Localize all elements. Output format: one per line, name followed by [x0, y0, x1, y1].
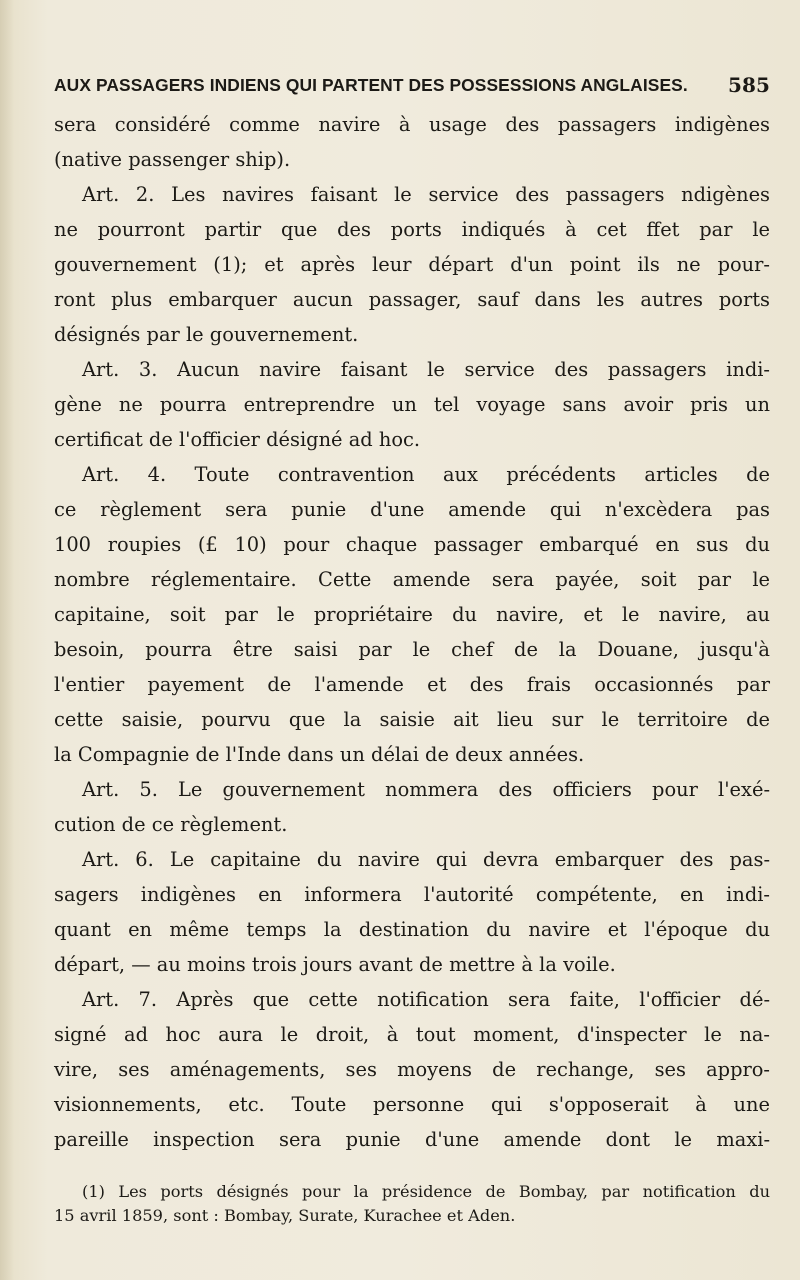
text-line: désignés par le gouvernement. [54, 323, 359, 346]
text-line: vire, ses aménagements, ses moyens de rechange, ses appro- [54, 1058, 770, 1081]
footnote [54, 1180, 770, 1228]
text-line: certificat de l'officier désigné ad hoc. [54, 428, 421, 451]
text-line: capitaine, soit par le propriétaire du navire, et le navire, au [54, 603, 770, 626]
text-line: ront plus embarquer aucun passager, sauf dans les autres ports [54, 288, 770, 311]
page-gutter-shadow [0, 0, 14, 1280]
text-line: nombre réglementaire. Cette amende sera payée, soit par le [54, 568, 770, 591]
text-line: cution de ce règlement. [54, 813, 288, 836]
text-line: gouvernement (1); et après leur départ d'un point ils ne pour- [54, 253, 770, 276]
text-line: l'entier payement de l'amende et des frais occasionnés par [54, 673, 770, 696]
text-line: visionnements, etc. Toute personne qui s'opposerait à une [54, 1093, 770, 1116]
text-line: Art. 5. Le gouvernement nommera des officiers pour l'exé- [82, 778, 770, 801]
footnote-line: 15 avril 1859, sont : Bombay, Surate, Kurachee et Aden. [54, 1206, 516, 1225]
text-line: signé ad hoc aura le droit, à tout moment, d'inspecter le na- [54, 1023, 770, 1046]
text-line: Art. 4. Toute contravention aux précédents articles de [82, 463, 770, 486]
text-line: quant en même temps la destination du navire et l'époque du [54, 918, 770, 941]
text-line: Art. 7. Après que cette notification sera faite, l'officier dé- [82, 988, 770, 1011]
text-line: sera considéré comme navire à usage des passagers indigènes [54, 113, 770, 136]
text-line: la Compagnie de l'Inde dans un délai de deux années. [54, 743, 585, 766]
footnote-line: (1) Les ports désignés pour la présidence de Bombay, par notification du [82, 1182, 770, 1201]
text-line: départ, — au moins trois jours avant de mettre à la voile. [54, 953, 616, 976]
running-head-title: AUX PASSAGERS INDIENS QUI PARTENT DES POSSESSIONS ANGLAISES. [54, 75, 688, 95]
text-line: ce règlement sera punie d'une amende qui n'excèdera pas [54, 498, 770, 521]
body-text [54, 107, 770, 1157]
text-line: pareille inspection sera punie d'une amende dont le maxi- [54, 1128, 770, 1151]
text-line: gène ne pourra entreprendre un tel voyage sans avoir pris un [54, 393, 770, 416]
text-line: besoin, pourra être saisi par le chef de la Douane, jusqu'à [54, 638, 770, 661]
text-line: sagers indigènes en informera l'autorité compétente, en indi- [54, 883, 770, 906]
text-line: ne pourront partir que des ports indiqués à cet ffet par le [54, 218, 770, 241]
page-number: 585 [727, 73, 770, 97]
text-line: cette saisie, pourvu que la saisie ait lieu sur le territoire de [54, 708, 770, 731]
text-line: Art. 2. Les navires faisant le service des passagers ndigènes [82, 183, 770, 206]
running-head [54, 75, 770, 103]
text-line: 100 roupies (£ 10) pour chaque passager embarqué en sus du [54, 533, 770, 556]
text-line: Art. 3. Aucun navire faisant le service des passagers indi- [82, 358, 770, 381]
text-line: (native passenger ship). [54, 148, 291, 171]
text-line: Art. 6. Le capitaine du navire qui devra embarquer des pas- [82, 848, 770, 871]
